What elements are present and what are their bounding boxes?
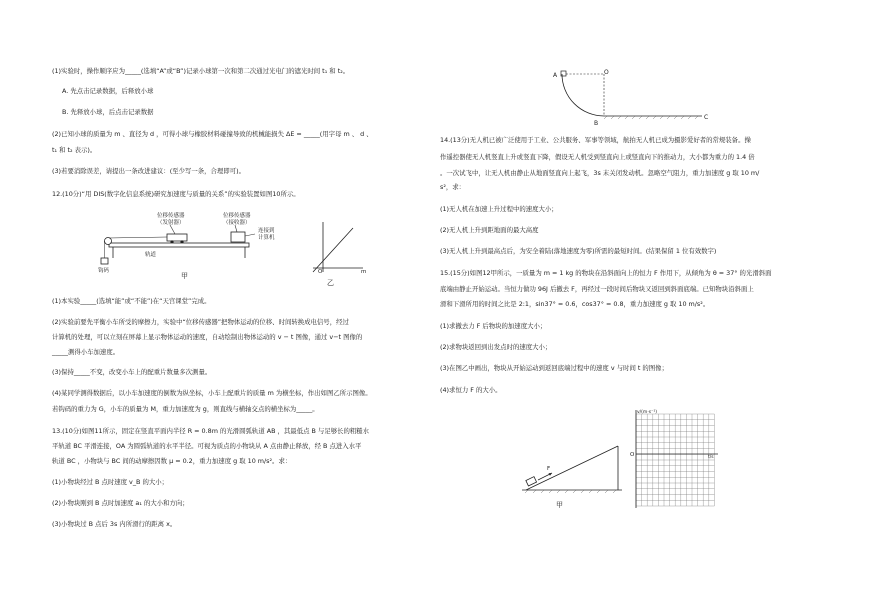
q11-part3: (3)若要消除误差，请提出一条改进建议：(至少写一条，合理即可)。 (52, 167, 245, 175)
q15-sub1: (1)求撤去力 F 后物块的加速度大小； (440, 322, 547, 330)
q14-sub1: (1)无人机在加速上升过程中的速度大小； (440, 205, 558, 213)
fig10-sensor2-sub: （接收器） (223, 220, 251, 226)
q13-intro-cont: 平轨道 BC 平滑连接，OA 为圆弧轨道的水平半径。可视为质点的小物块从 A 点由静止释放，经 B 点进入水平 (52, 442, 362, 450)
fig11-label-b: B (594, 120, 599, 127)
figure-10 (95, 210, 375, 288)
q12-part2-cont2: _____测得小车加速度。 (52, 348, 120, 356)
q15-intro-cont: 底端由静止开始运动。当恒力做功 96J 后撤去 F，再经过一段时间后物块又返回到斜面底端。已知物块沿斜面上 (440, 285, 754, 293)
q13-intro: 13.(10分)如图11所示，固定在竖直平面内半径 R = 0.8m 的光滑圆弧轨道 AB ，其最低点 B 与足够长的粗糙水 (52, 427, 370, 435)
q11-option-a: A. 先点击记录数据，后释放小球 (62, 87, 154, 95)
q14-intro-cont2: 。一次试飞中，让无人机由静止从地面竖直向上起飞，3s 末关闭发动机。忽略空气阻力，重力加速度 g 取 10 m/ (440, 169, 760, 177)
fig10-sensor1-sub: （发射器） (157, 220, 185, 226)
fig10-sensor1-label: 位移传感器 (157, 213, 185, 219)
q14-sub2: (2)无人机上升到距地面的最大高度 (440, 226, 539, 234)
fig11-label-o: O (604, 69, 609, 76)
fig10-origin: O (318, 269, 323, 275)
q13-sub1: (1)小物块经过 B 点时速度 v_B 的大小； (52, 478, 169, 486)
fig10-weight-label: 钩码 (98, 268, 110, 274)
fig11-label-a: A (553, 72, 558, 79)
fig10-caption-b: 乙 (327, 279, 334, 287)
fig10-track (109, 243, 249, 247)
figure-11 (552, 66, 720, 126)
q15-intro-cont2: 滑和下滑所用的时间之比是 2:1，sin37° = 0.6，cos37° = 0.8，重力加速度 g 取 10 m/s²。 (440, 300, 710, 308)
q12-part1: (1)本实验_____(选填“能”或“不能”)在“天宫课堂”完成。 (52, 297, 211, 305)
q15-sub2: (2)求物块返回到出发点时的速度大小； (440, 343, 552, 351)
fig10-computer-label: 连接到 (258, 228, 275, 234)
q14-intro-cont: 作遥控器使无人机竖直上升或竖直下降，假设无人机受到竖直向上或竖直向下的推动力，大小都为重力的 1.4 倍 (440, 153, 755, 161)
fig10-track-label: 轨道 (145, 252, 157, 258)
q11-option-b: B. 先释放小球，后点击记录数据 (62, 108, 154, 116)
fig10-graph-line (313, 228, 353, 272)
q14-sub3: (3)无人机上升到最高点后，为安全着陆(落地速度为零)所需的最短时间。(结果保留 1 位有效数字) (440, 247, 717, 255)
fig10-caption-a: 甲 (181, 272, 188, 280)
q14-intro-cont3: s²，求： (440, 183, 466, 191)
figure-12-incline (518, 440, 628, 512)
q14-intro: 14.(13分)无人机已被广泛使用于工业、公共服务、军事等领域，航拍无人机已成为摄影爱好者的常规装备。操 (440, 136, 751, 144)
fig10-receiver (231, 232, 245, 242)
q12-part4-cont: 若钩码的重力为 G，小车的质量为 M，重力加速度为 g，则直线与横轴交点的横坐标为_____。 (52, 405, 319, 413)
q12-part4: (4)某同学测得数据后，以小车加速度的倒数为纵坐标，小车上配重片的质量 m 为横坐标，作出如图乙所示图像。 (52, 389, 372, 397)
q15-sub3: (3)在图乙中画出，物块从开始运动到返回底端过程中的速度 v 与时间 t 的图像； (440, 364, 668, 372)
fig11-label-c: C (704, 114, 709, 121)
q12-part3: (3)保持_____不变，改变小车上的配重片数量多次测量。 (52, 368, 212, 376)
q13-sub3: (3)小物块过 B 点后 3s 内所滑行的距离 x。 (52, 520, 177, 528)
fig11-arc-ab (562, 74, 604, 116)
fig10-axis-x-label: m (361, 269, 367, 275)
fig10-sensor2-label: 位移传感器 (223, 213, 251, 219)
figure-12-vt-graph (624, 404, 720, 512)
vt-graph-grid (636, 414, 714, 506)
fig10-weight (101, 258, 108, 264)
q12-part2: (2)实验前要先平衡小车所受的摩擦力，实验中“位移传感器”把物体运动的位移、时间转换成电信号，经过 (52, 318, 349, 326)
fig10-cart (167, 234, 187, 241)
fig12-caption-a: 甲 (556, 501, 563, 509)
q12-part2-cont: 计算机的处理，可以立刻在屏幕上显示物体运动的速度，自动绘制出物体运动的 v − t 图像，通过 v−t 图像的 (52, 333, 363, 341)
fig10-computer-label2: 计算机 (258, 235, 275, 241)
fig12-block (526, 477, 537, 486)
vt-graph-t-label: t/s (708, 455, 714, 460)
q15-sub4: (4)求恒力 F 的大小。 (440, 386, 502, 394)
q13-intro-cont2: 轨道 BC ，小物块与 BC 间的动摩擦因数 μ = 0.2，重力加速度 g 取 10 m/s²。求： (52, 457, 292, 465)
fig10-pulley (105, 238, 112, 245)
q11-part1: (1)实验时，操作顺序应为_____(选填“A”或“B”)记录小球第一次和第二次通过光电门的遮光时间 t₁ 和 t₂。 (52, 67, 350, 75)
q11-part2-cont: t₁ 和 t₂ 表示)。 (52, 146, 97, 154)
fig12-force-label: F (547, 466, 551, 472)
q15-intro: 15.(15分)如图12甲所示，一质量为 m = 1 kg 的物块在沿斜面向上的恒力 F 作用下，从倾角为 θ = 37° 的光滑斜面 (440, 269, 772, 277)
vt-graph-origin: O (630, 452, 635, 458)
q13-sub2: (2)小物块刚到 B 点时加速度 a₁ 的大小和方向； (52, 499, 189, 507)
fig12-incline-surface (526, 446, 618, 490)
q11-part2: (2)已知小球的质量为 m 、直径为 d ，可得小球与橡胶材料碰撞导致的机械能损失 ΔE = _____(用字母 m 、 d 、 (52, 130, 373, 138)
vt-graph-v-label: v/(m·s⁻¹) (637, 410, 658, 415)
q12-intro: 12.(10分)“用 DIS(数字化信息系统)研究加速度与质量的关系”的实验装置如图10所示。 (52, 190, 300, 198)
